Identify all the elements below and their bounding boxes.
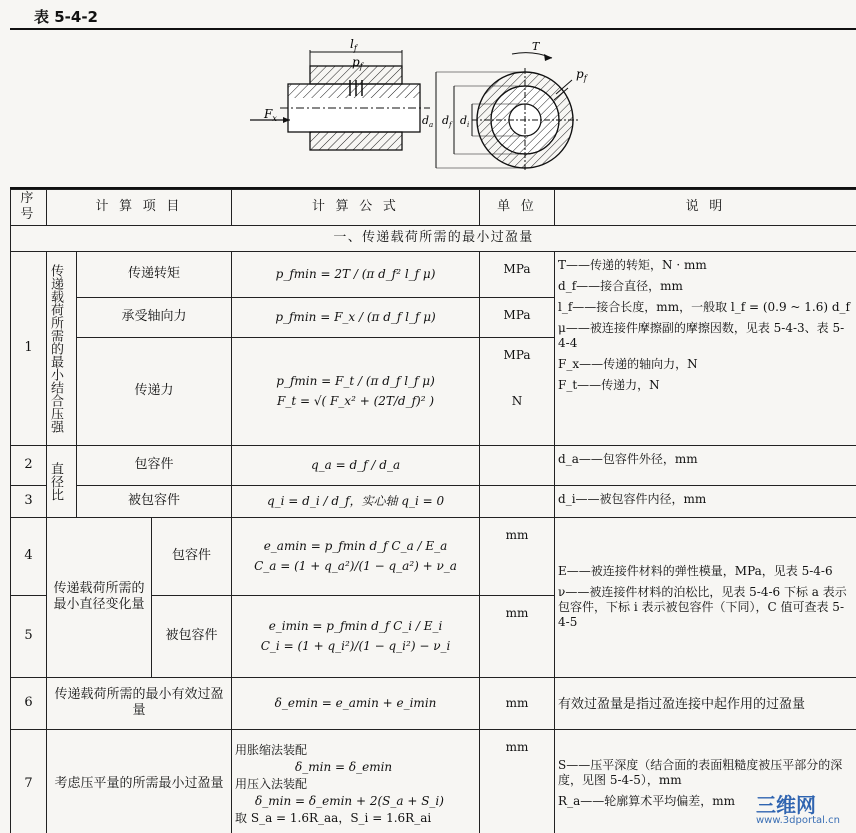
unit-5: mm [480,595,555,677]
note-Ra: R_a——轮廓算术平均偏差，mm [558,794,735,808]
note-S: S——压平深度（结合面的表面粗糙度被压平部分的深度，见图 5-4-5），mm [558,758,843,787]
formula-5: e_imin = p_fmin d_f C_i / E_i C_i = (1 + q_i²)/(1 − q_i²) − ν_i [232,595,480,677]
item-6: 传递载荷所需的最小有效过盈量 [47,677,232,729]
svg-text:三维网: 三维网 [756,793,816,817]
df-label: $d_f$ [442,114,452,129]
formula-3: q_i = d_i / d_f，实心轴 q_i = 0 [232,485,480,517]
hub-lower [310,132,402,150]
item-force: 传递力 [77,337,232,445]
unit-1c: MPa N [480,337,555,445]
item-5: 被包容件 [152,595,232,677]
lf-label: $l_f$ [350,37,357,53]
calc-table [10,189,856,833]
fit-diagram [250,32,610,184]
di-label: $d_i$ [460,114,470,129]
col-note: 说 明 [555,190,856,226]
watermark-logo [752,792,848,826]
svg-text:www.3dportal.cn: www.3dportal.cn [756,815,840,826]
note-lf: l_f——接合长度，mm，一般取 l_f = (0.9 ~ 1.6) d_f [558,299,850,314]
row-2-num: 2 [11,445,47,485]
formula-1a: p_fmin = 2T / (π d_f² l_f μ) [232,251,480,297]
row-3-num: 3 [11,485,47,517]
row-4-num: 4 [11,517,47,595]
note-3: d_i——被包容件内径，mm [555,485,856,517]
note-Fx: F_x——传递的轴向力，N [558,356,698,371]
unit-7: mm [480,729,555,833]
item-torque: 传递转矩 [77,251,232,297]
unit-1b: MPa [480,297,555,337]
item-7: 考虑压平量的所需最小过盈量 [47,729,232,833]
row-5-num: 5 [11,595,47,677]
pf-label: $p_f$ [352,55,363,71]
notes-1 [555,251,856,445]
unit-1a: MPa [480,251,555,297]
note-df: d_f——接合直径，mm [558,278,683,293]
notes-45 [555,517,856,677]
item-4: 包容件 [152,517,232,595]
unit-6: mm [480,677,555,729]
col-item: 计 算 项 目 [47,190,232,226]
formula-4: e_amin = p_fmin d_f C_a / E_a C_a = (1 + q_a²)/(1 − q_a²) + ν_a [232,517,480,595]
col-formula: 计 算 公 式 [232,190,480,226]
note-2: d_a——包容件外径，mm [555,445,856,485]
item-axial: 承受轴向力 [77,297,232,337]
col-unit: 单 位 [480,190,555,226]
formula-1c: p_fmin = F_t / (π d_f l_f μ) F_t = √( F_x² + (2T/d_f)² ) [232,337,480,445]
table-caption: 表 5-4-2 [34,8,98,26]
row-45-group: 传递载荷所需的最小直径变化量 [47,517,152,677]
note-nu: ν——被连接件材料的泊松比，见表 5-4-6 下标 a 表示包容件，下标 i 表示被包容件（下同），C 值可查表 5-4-5 [558,584,847,629]
col-num: 序号 [11,190,47,226]
header-row [11,190,856,226]
row-1-num: 1 [11,251,47,445]
top-rule [10,28,856,30]
note-T: T——传递的转矩，N · mm [558,257,707,272]
note-Ft: F_t——传递力，N [558,377,660,392]
note-E: E——被连接件材料的弹性模量，MPa，见表 5-4-6 [558,563,833,578]
note-mu: μ——被连接件摩擦副的摩擦因数，见表 5-4-3、表 5-4-4 [558,320,845,350]
row-7-num: 7 [11,729,47,833]
da-label: $d_a$ [422,114,434,129]
item-3: 被包容件 [77,485,232,517]
row-6-num: 6 [11,677,47,729]
t-label: T [532,40,540,53]
formula-1b: p_fmin = F_x / (π d_f l_f μ) [232,297,480,337]
row-1-group: 传递载荷所需的最小结合压强 [47,263,63,433]
note-6: 有效过盈量是指过盈连接中起作用的过盈量 [555,677,856,729]
pf2-label: $p_f$ [576,67,587,83]
formula-7: 用胀缩法装配 δ_min = δ_emin 用压入法装配 δ_min = δ_emin + 2(S_a + S_i) 取 S_a = 1.6R_aa，S_i = 1.6R_ai [232,729,480,833]
formula-2: q_a = d_f / d_a [232,445,480,485]
unit-4: mm [480,517,555,595]
fx-label: $F_x$ [264,107,277,123]
item-2: 包容件 [77,445,232,485]
section-title: 一、传递载荷所需的最小过盈量 [11,225,856,251]
formula-6: δ_emin = e_amin + e_imin [232,677,480,729]
row-2-group: 直径比 [47,461,63,501]
shaft-hatch [288,84,420,98]
